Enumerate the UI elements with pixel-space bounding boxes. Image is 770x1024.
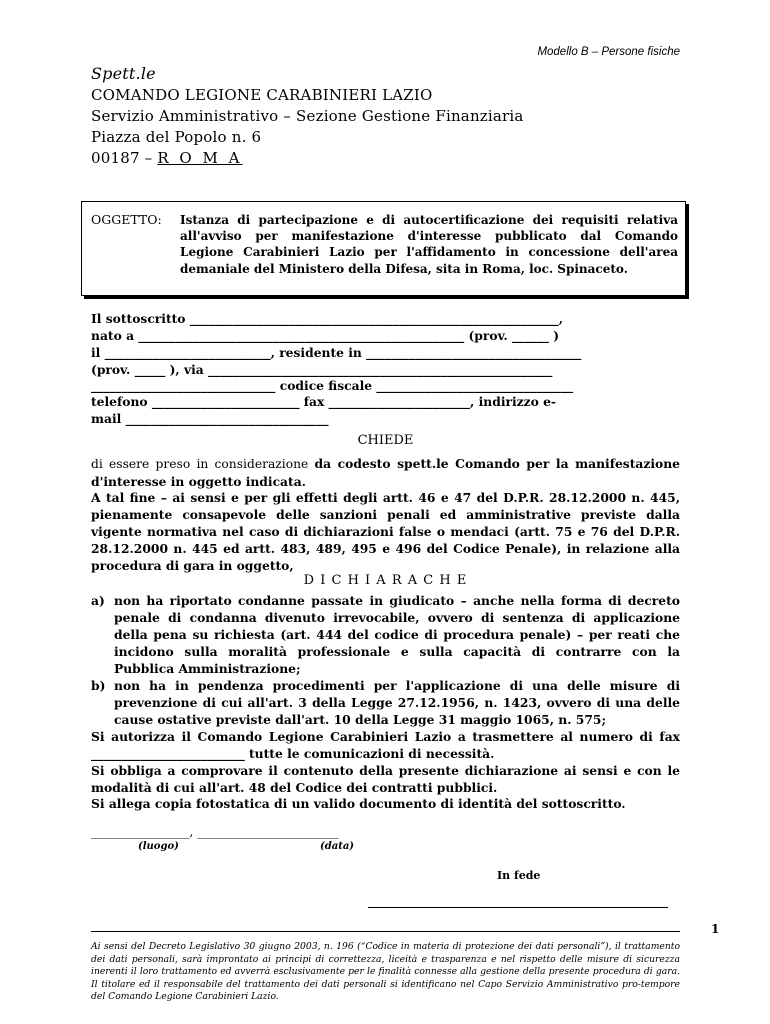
page-number: 1 [711,922,720,936]
form-line-name[interactable]: Il sottoscritto ____________________________________________________________, [91,311,563,326]
form-line-address[interactable]: (prov. _____ ), via ________________________________________________________ [91,362,553,377]
recipient-line-1: COMANDO LEGIONE CARABINIERI LAZIO [91,86,433,104]
postal-code: 00187 – [91,149,158,167]
form-line-residence[interactable]: il ___________________________, residente in ___________________________________ [91,345,582,360]
form-line-email[interactable]: mail _________________________________ [91,411,329,426]
declaration-item-b [91,677,680,728]
request-intro: di essere preso in considerazione [91,457,315,471]
date-label: (data) [320,841,355,852]
form-line-tax-code[interactable]: ______________________________ codice fiscale ________________________________ [91,378,574,393]
item-text: non ha riportato condanne passate in giudicato – anche nella forma di decreto penale di condanna divenuto irrevocabile, ovvero di sentenza di applicazione della pena su richiesta (art. 444 del codice di procedura penale) – per reati che incidono sulla moralità professionale e sulla capacità di contrarre con la Pubblica Amministrazione; [114,593,680,676]
fax-authorization-paragraph: Si autorizza il Comando Legione Carabinieri Lazio a trasmettere al numero di fax _________________________ tutte le comunicazioni di necessità. [91,729,680,761]
item-marker: b) [91,678,106,693]
attachment-paragraph: Si allega copia fotostatica di un valido documento di identità del sottoscritto. [91,796,626,811]
in-fede-label: In fede [497,869,541,882]
form-line-contacts[interactable]: telefono ________________________ fax _______________________, indirizzo e- [91,394,557,409]
recipient-line-4 [91,149,242,167]
subject-box [81,201,686,296]
footer-divider [91,931,680,932]
privacy-footnote: Ai sensi del Decreto Legislativo 30 giugno 2003, n. 196 (“Codice in materia di protezione dei dati personali”), il trattamento dei dati personali, sarà improntato ai principi di correttezza, liceità e trasparenza e nel rispetto delle misure di sicurezza inerenti il loro trattamento ed avverrà esclusivamente per le finalità connesse alla gestione della presente procedura di gara. Il titolare ed il responsabile del trattamento dei dati personali si identificano nel Capo Servizio Amministrativo pro-tempore del Comando Legione Carabinieri Lazio. [91,941,680,1003]
declaration-heading: D I C H I A R A C H E [303,573,468,588]
item-text: non ha in pendenza procedimenti per l'applicazione di una delle misure di prevenzione di cui all'art. 3 della Legge 27.12.1956, n. 1423, ovvero di una delle cause ostative previste dall'art. 10 della Legge 31 maggio 1065, n. 575; [114,678,680,727]
request-heading: CHIEDE [357,433,414,448]
subject-label: OGGETTO: [91,212,162,227]
item-marker: a) [91,593,105,608]
recipient-salutation: Spett.le [91,64,156,83]
place-label: (luogo) [138,841,179,852]
declaration-item-a [91,592,680,677]
legal-premise-paragraph: A tal fine – ai sensi e per gli effetti degli artt. 46 e 47 del D.P.R. 28.12.2000 n. 445, pienamente consapevole delle sanzioni penali ed amministrative previste dalla vigente normativa nel caso di dichiarazioni false o mendaci (artt. 75 e 76 del D.P.R. 28.12.2000 n. 445 ed artt. 483, 489, 495 e 496 del Codice Penale), in relazione alla procedura di gara in oggetto, [91,490,680,573]
request-paragraph [91,455,680,490]
obligation-paragraph: Si obbliga a comprovare il contenuto della presente dichiarazione ai sensi e con le modalità di cui all'art. 48 del Codice dei contratti pubblici. [91,763,680,795]
form-line-birthplace[interactable]: nato a _____________________________________________________ (prov. ______ ) [91,328,560,343]
request-object: da codesto spett.le Comando per la manifestazione d'interesse in oggetto indicata. [91,456,680,489]
subject-text: Istanza di partecipazione e di autocertificazione dei requisiti relativa all'avviso per manifestazione d'interesse pubblicato dal Comando Legione Carabinieri Lazio per l'affidamento in concessione dell'area demaniale del Ministero della Difesa, sita in Roma, loc. Spinaceto. [180,213,678,276]
city-name: R O M A [157,149,243,167]
place-date-line[interactable]: ________________, _______________________ [91,825,339,839]
recipient-line-2: Servizio Amministrativo – Sezione Gestione Finanziaria [91,107,524,125]
signature-line[interactable] [368,907,668,908]
recipient-line-3: Piazza del Popolo n. 6 [91,128,262,146]
model-label: Modello B – Persone fisiche [537,46,680,58]
